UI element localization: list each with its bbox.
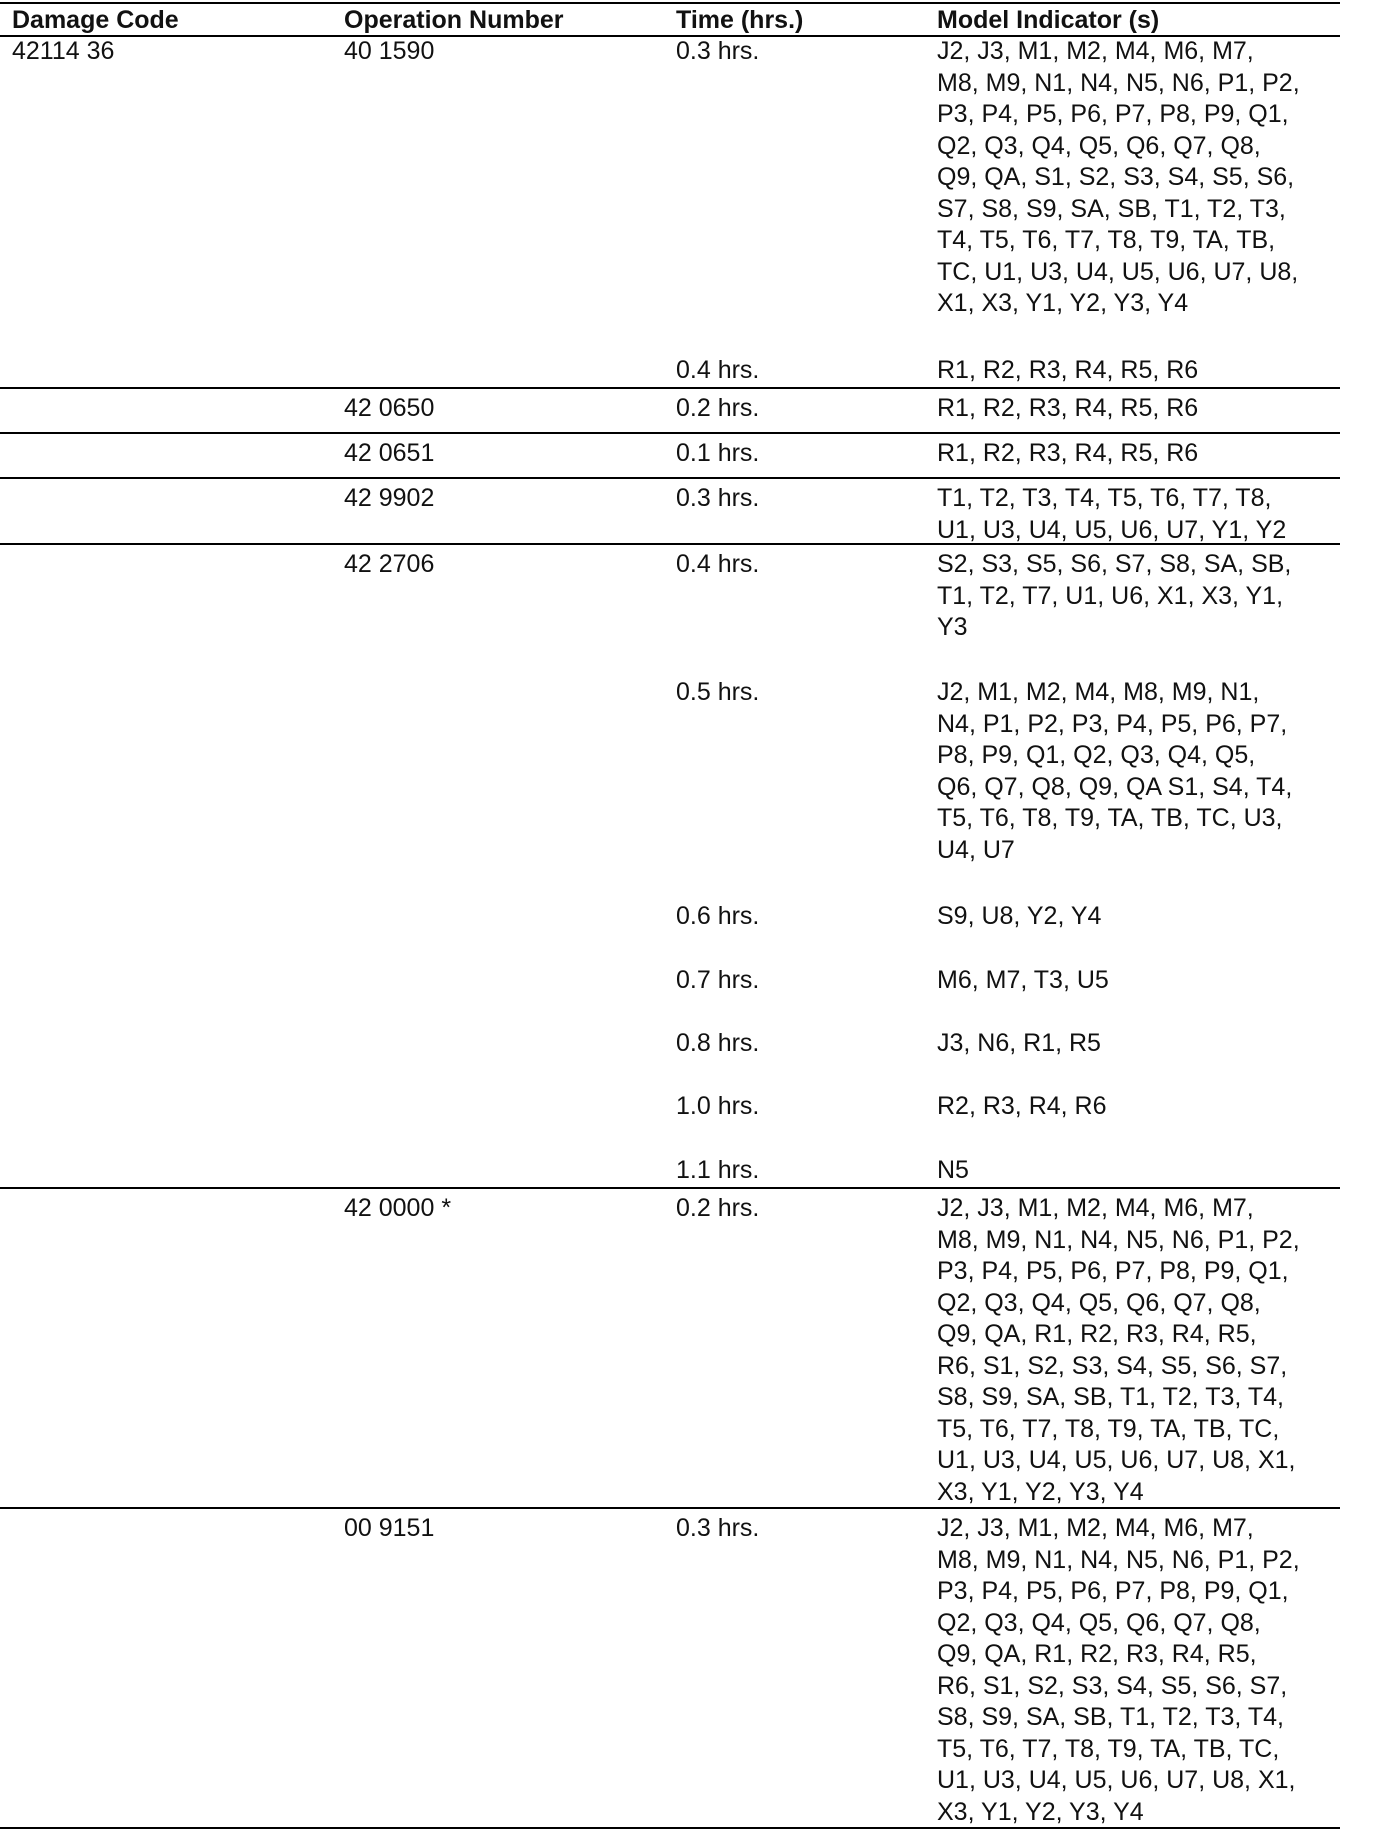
operation-number-cell: 42 0651 (344, 439, 435, 467)
time-cell: 0.2 hrs. (676, 394, 760, 422)
model-indicator-cell: S9, U8, Y2, Y4 (937, 902, 1102, 930)
operation-number-cell: 42 0650 (344, 394, 435, 422)
row-separator (0, 432, 1340, 434)
model-indicator-cell: J3, N6, R1, R5 (937, 1029, 1101, 1057)
time-cell: 0.6 hrs. (676, 902, 760, 930)
model-indicator-cell: N5 (937, 1156, 969, 1184)
row-separator (0, 1827, 1340, 1829)
time-cell: 0.3 hrs. (676, 484, 760, 512)
model-indicator-cell: R1, R2, R3, R4, R5, R6 (937, 439, 1199, 467)
header-operation-number: Operation Number (344, 6, 564, 34)
model-indicator-cell: J2, J3, M1, M2, M4, M6, M7, M8, M9, N1, N4, N5, N6, P1, P2, P3, P4, P5, P6, P7, P8, P9, Q1, Q2, Q3, Q4, Q5, Q6, Q7, Q8, Q9, QA, R1, R2, R3, R4, R5, R6, S1, S2, S3, S4, S5, S6, S7, S8, S9, SA, SB, T1, T2, T3, T4, T5, T6, T7, T8, T9, TA, TB, TC, U1, U3, U4, U5, U6, U7, U8, X1, X3, Y1, Y2, Y3, Y4 (937, 1514, 1300, 1826)
model-indicator-cell: J2, J3, M1, M2, M4, M6, M7, M8, M9, N1, N4, N5, N6, P1, P2, P3, P4, P5, P6, P7, P8, P9, Q1, Q2, Q3, Q4, Q5, Q6, Q7, Q8, Q9, QA, S1, S2, S3, S4, S5, S6, S7, S8, S9, SA, SB, T1, T2, T3, T4, T5, T6, T7, T8, T9, TA, TB, TC, U1, U3, U4, U5, U6, U7, U8, X1, X3, Y1, Y2, Y3, Y4 (937, 37, 1300, 317)
header-model-indicator: Model Indicator (s) (937, 6, 1160, 34)
damage-code-cell: 42114 36 (12, 37, 115, 65)
model-indicator-cell: M6, M7, T3, U5 (937, 966, 1109, 994)
time-cell: 0.3 hrs. (676, 37, 760, 65)
model-indicator-cell: J2, J3, M1, M2, M4, M6, M7, M8, M9, N1, N4, N5, N6, P1, P2, P3, P4, P5, P6, P7, P8, P9, Q1, Q2, Q3, Q4, Q5, Q6, Q7, Q8, Q9, QA, R1, R2, R3, R4, R5, R6, S1, S2, S3, S4, S5, S6, S7, S8, S9, SA, SB, T1, T2, T3, T4, T5, T6, T7, T8, T9, TA, TB, TC, U1, U3, U4, U5, U6, U7, U8, X1, X3, Y1, Y2, Y3, Y4 (937, 1194, 1300, 1506)
row-separator (0, 477, 1340, 479)
model-indicator-cell: S2, S3, S5, S6, S7, S8, SA, SB, T1, T2, T7, U1, U6, X1, X3, Y1, Y3 (937, 550, 1292, 641)
header-damage-code: Damage Code (12, 6, 179, 34)
row-separator (0, 1507, 1340, 1509)
operation-number-cell: 42 2706 (344, 550, 435, 578)
model-indicator-cell: R1, R2, R3, R4, R5, R6 (937, 356, 1199, 384)
model-indicator-cell: R1, R2, R3, R4, R5, R6 (937, 394, 1199, 422)
time-cell: 1.0 hrs. (676, 1092, 760, 1120)
time-cell: 0.7 hrs. (676, 966, 760, 994)
time-cell: 0.1 hrs. (676, 439, 760, 467)
model-indicator-cell: J2, M1, M2, M4, M8, M9, N1, N4, P1, P2, P3, P4, P5, P6, P7, P8, P9, Q1, Q2, Q3, Q4, Q5, Q6, Q7, Q8, Q9, QA S1, S4, T4, T5, T6, T8, T9, TA, TB, TC, U3, U4, U7 (937, 678, 1293, 864)
header-time: Time (hrs.) (676, 6, 804, 34)
operation-number-cell: 42 9902 (344, 484, 435, 512)
model-indicator-cell: T1, T2, T3, T4, T5, T6, T7, T8, U1, U3, U4, U5, U6, U7, Y1, Y2 (937, 484, 1287, 544)
row-separator (0, 1187, 1340, 1189)
time-cell: 0.2 hrs. (676, 1194, 760, 1222)
operation-number-cell: 42 0000 * (344, 1194, 452, 1222)
row-separator (0, 387, 1340, 389)
time-cell: 1.1 hrs. (676, 1156, 760, 1184)
operation-number-cell: 40 1590 (344, 37, 435, 65)
operation-number-cell: 00 9151 (344, 1514, 435, 1542)
time-cell: 0.3 hrs. (676, 1514, 760, 1542)
time-cell: 0.4 hrs. (676, 356, 760, 384)
time-cell: 0.5 hrs. (676, 678, 760, 706)
model-indicator-cell: R2, R3, R4, R6 (937, 1092, 1107, 1120)
time-cell: 0.8 hrs. (676, 1029, 760, 1057)
row-separator (0, 543, 1340, 545)
time-cell: 0.4 hrs. (676, 550, 760, 578)
